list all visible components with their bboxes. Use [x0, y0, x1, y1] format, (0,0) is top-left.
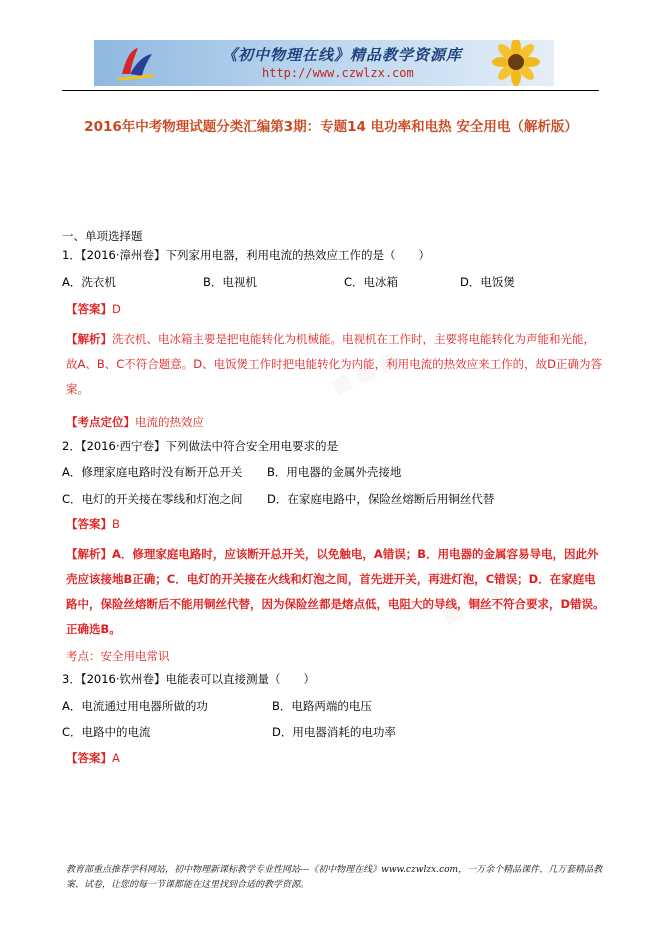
answer-label: 【答案】 — [66, 517, 112, 531]
page-footer: 教育部重点推荐学科网站，初中物理新课标教学专业性网站---《初中物理在线》www.czwlzx.com，一万余个精品课件、几万套精品教案、试卷，让您的每一节课都能在这里找到合适的教学资源。 — [66, 865, 603, 890]
q2-option-b: B．用电器的金属外壳接地 — [267, 465, 402, 479]
q1-option-b: B．电视机 — [203, 275, 257, 289]
question-2-stem: 2．【2016·西宁卷】下列做法中符合安全用电要求的是 — [62, 439, 338, 453]
watermark: ▦ ▦ ▦ — [438, 576, 512, 628]
document-title: 2016年中考物理试题分类汇编第3期：专题14 电功率和电热 安全用电（解析版） — [84, 119, 578, 135]
analysis-text: A．修理家庭电路时，应该断开总开关，以免触电，A错误；B．用电器的金属容易导电，因此外壳应该接地B正确；C．电灯的开关接在火线和灯泡之间，首先进开关，再进灯泡，C错误；D．在家庭电路中，保险丝熔断后不能用铜丝代替，因为保险丝都是熔点低，电阻大的导线，铜丝不符合要求，D错误。正确选B。 — [66, 547, 605, 636]
answer-label: 【答案】 — [66, 751, 112, 765]
question-3-stem: 3．【2016·钦州卷】电能表可以直接测量（ ） — [62, 672, 315, 686]
watermark: ▦ ▦ ▦ — [328, 346, 402, 398]
q2-option-c: C．电灯的开关接在零线和灯泡之间 — [62, 492, 243, 506]
q3-option-a: A．电流通过用电器所做的功 — [62, 699, 208, 713]
q1-knowledge-point — [66, 414, 204, 430]
answer-value: A — [112, 751, 120, 765]
point-text: 电流的热效应 — [135, 415, 204, 429]
analysis-label: 【解析】 — [66, 332, 112, 346]
q1-option-d: D．电饭煲 — [460, 275, 515, 289]
point-label: 【考点定位】 — [66, 415, 135, 429]
q2-option-a: A．修理家庭电路时没有断开总开关 — [62, 465, 243, 479]
q1-answer — [66, 301, 121, 317]
q2-knowledge-point — [66, 648, 170, 664]
q2-answer — [66, 516, 120, 532]
q1-analysis — [66, 327, 606, 402]
point-label: 考点： — [66, 649, 101, 663]
q3-option-d: D．用电器消耗的电功率 — [272, 725, 396, 739]
q1-option-a: A．洗衣机 — [62, 275, 116, 289]
answer-value: B — [112, 517, 120, 531]
q3-option-b: B．电路两端的电压 — [272, 699, 372, 713]
header-rule — [62, 90, 599, 91]
banner-url[interactable]: http://www.czwlzx.com — [262, 66, 414, 80]
q3-option-c: C．电路中的电流 — [62, 725, 151, 739]
q3-answer — [66, 750, 120, 766]
header-banner — [94, 40, 554, 86]
answer-label: 【答案】 — [66, 302, 112, 316]
analysis-label: 【解析】 — [66, 547, 112, 561]
section-heading: 一、单项选择题 — [62, 229, 143, 243]
answer-value: D — [112, 302, 121, 316]
point-text: 安全用电常识 — [100, 649, 170, 663]
banner-title: 《初中物理在线》精品教学资源库 — [222, 46, 463, 64]
question-1-stem: 1．【2016·漳州卷】下列家用电器，利用电流的热效应工作的是（ ） — [62, 248, 430, 262]
site-logo-icon — [114, 44, 158, 82]
analysis-text: 洗衣机、电冰箱主要是把电能转化为机械能。电视机在工作时，主要将电能转化为声能和光能，故A、B、C不符合题意。D、电饭煲工作时把电能转化为内能，利用电流的热效应来工作的，故D正确为答案。 — [66, 332, 602, 396]
q1-option-c: C．电冰箱 — [344, 275, 399, 289]
q2-option-d: D．在家庭电路中，保险丝熔断后用铜丝代替 — [267, 492, 495, 506]
q2-analysis — [66, 542, 606, 642]
sunflower-icon — [468, 40, 548, 86]
